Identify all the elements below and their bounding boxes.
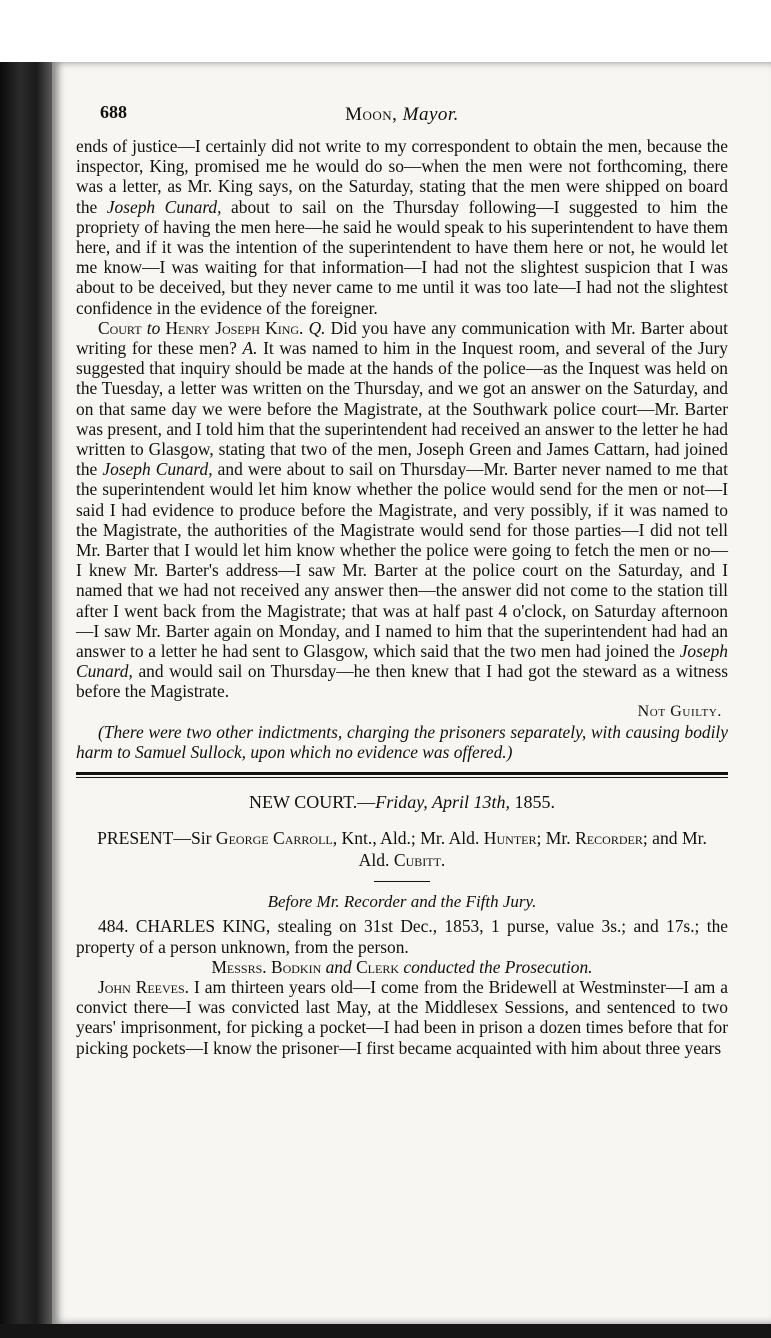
book-page [52,62,771,1324]
court-date: Friday, April 13th, [375,792,510,813]
answer-text-3: and would sail on Thursday—he then knew that I had got the steward as a witness before the Magistrate. [76,661,728,702]
present-label: PRESENT—Sir [97,828,212,849]
indictment-note: (There were two other indictments, charging the prisoners separately, with causing bodily harm to Samuel Sullock, upon which no evidence was offered.) [76,721,728,763]
court-label: Court [98,317,142,338]
counsel-and: and [325,956,352,977]
case-line [76,916,728,956]
witness-name: John Reeves. [98,976,190,997]
counsel-name: Messrs. Bodkin [211,956,322,977]
paragraph-1-text-rest: about to sail on the Thursday following—I suggested to him the propriety of having the men here—he said he would speak to his superintendent to have them here, and if it was the intention of the superintendent to have them here or not, he would let me know—I was waiting for that information—I had not the slightest suspicion that I was about to be deceived, but they never came to me until it was too late—I had not the slightest confidence in the evidence of the foreigner. [76,196,728,318]
to-word: to [146,317,161,338]
running-title [76,104,728,126]
testimony-text: I am thirteen years old—I come from the Bridewell at Westminster—I am a convict there—I was convicted last May, at the Middlesex Sessions, and sentenced to two years' imprisonment, for picking a pocket—I had been in prison a dozen times before that for picking pockets—I know the prisoner—I first became acquainted with him about three years [76,976,728,1058]
page-text [76,96,728,1058]
counsel-role: conducted the Prosecution. [403,956,593,977]
defendant-name: CHARLES KING, [135,916,271,937]
page-number: 688 [100,102,127,122]
present-text: ; Mr. [536,828,571,849]
present-name: George Carroll, [215,828,338,849]
verdict: Not Guilty. [637,702,722,720]
counsel-name: Clerk [356,956,399,977]
scan-margin-top [0,0,771,62]
present-name: Cubitt. [393,850,446,871]
counsel-line [76,957,728,977]
court-year: 1855. [514,792,555,813]
present-line [76,827,728,871]
question-marker: Q. [308,317,326,338]
question-text: Did you have any communication with Mr. Barter about writing for these men? [76,317,728,359]
court-heading [76,792,728,813]
before-line: Before Mr. Recorder and the Fifth Jury. [267,892,537,912]
running-title-name: Moon, [345,104,398,125]
paragraph-1-text: ends of justice—I certainly did not write to my correspondent to obtain the men, because the inspector, King, promised me he would do so—when the men were not forthcoming, there was a letter, as Mr. King says, on the Saturday, stating that the men were shipped on board the [76,136,728,217]
present-text: Knt., Ald.; Mr. Ald. [341,828,480,849]
scan-margin-bottom [0,1324,771,1338]
section-divider [76,772,728,778]
present-name: Hunter [483,828,537,849]
ship-name: Joseph Cunard, [76,641,728,682]
present-name: Recorder [575,828,643,849]
short-divider [374,881,430,882]
running-title-office: Mayor. [402,104,459,125]
answer-text-1: It was named to him in the Inquest room, and several of the Jury suggested that inquiry should be made at the hands of the police—as the Inquest was held on the Tuesday, a letter was written on the Thursday, and we got an answer on the Saturday, and on that same day we were before the Magistrate, at the Southwark police court—Mr. Barter was present, and I told him that the superintendent had received an answer to the letter he had written to Glasgow, stating that two of the men, Joseph Green and James Cattarn, had joined the [76,338,728,480]
answer-marker: A. [242,338,258,359]
ship-name: Joseph Cunard, [106,196,222,217]
court-heading-title: NEW COURT.— [249,792,376,813]
paragraph-2 [76,318,728,702]
book-binding [0,62,52,1338]
witness-name: Henry Joseph King. [165,317,304,338]
testimony-paragraph [76,977,728,1058]
running-head [76,96,728,136]
case-description: stealing on 31st Dec., 1853, 1 purse, value 3s.; and 17s.; the property of a person unknown, from the person. [76,916,729,957]
case-number: 484. [98,916,129,937]
ship-name: Joseph Cunard, [102,459,213,480]
paragraph-1 [76,136,728,318]
answer-text-2: and were about to sail on Thursday—Mr. Barter never named to me that the superintendent would let him know whether the police would send for the men or not—I said I had evidence to produce before the Magistrate, and very possibly, if it was named to the Magistrate, the authorities of the Magistrate would send for those parties—I did not tell Mr. Barter that I would let him know whether the police were going to fetch the men or no—I knew Mr. Barter's address—I saw Mr. Barter at the police court on the Saturday, and I named that we had not received any answer then—the answer did not come to the station till after I went back from the Magistrate; that was at half past 4 o'clock, on Saturday afternoon—I saw Mr. Barter again on Monday, and I named to him that the superintendent had had an answer to a letter he had sent to Glasgow, which said that the two men had joined the [76,459,728,662]
present-text: ; and Mr. Ald. [358,828,707,871]
